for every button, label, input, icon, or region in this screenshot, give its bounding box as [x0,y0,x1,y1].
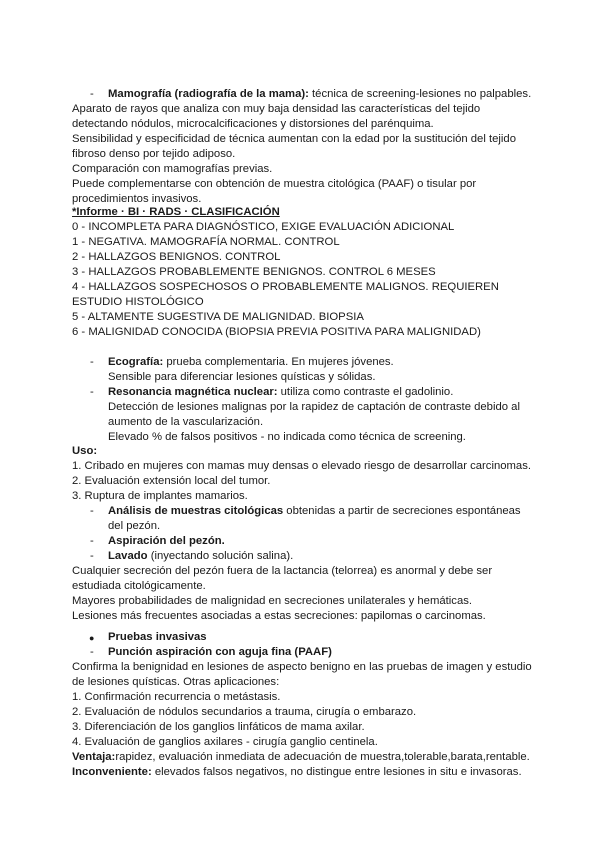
citologia-text-line: Mayores probabilidades de malignidad en secreciones unilaterales y hemáticas. [72,595,473,607]
ecografia-line [108,355,394,370]
bullet-dash: - [90,505,94,517]
invasivas-heading [108,630,207,645]
mamografia-text-line: Puede complementarse con obtención de muestra citológica (PAAF) o tisular por [72,178,477,190]
uso-item: 3. Ruptura de implantes mamarios. [72,490,248,502]
resonancia-term: Resonancia magnética nuclear: [108,386,278,398]
inconveniente-text: elevados falsos negativos, no distingue entre lesiones in situ e invasoras. [151,766,522,778]
paaf-text-line: 2. Evaluación de nódulos secundarios a trauma, cirugía o embarazo. [72,706,417,718]
paaf-text-line: Confirma la benignidad en lesiones de aspecto benigno en las pruebas de imagen y estudio [72,661,532,673]
mamografia-desc: técnica de screening-lesiones no palpables. [308,88,532,100]
citologia-text-line: Lesiones más frecuentes asociadas a estas secreciones: papilomas o carcinomas. [72,610,486,622]
resonancia-desc: utiliza como contraste el gadolinio. [277,386,454,398]
ecografia-desc: prueba complementaria. En mujeres jóvenes. [163,356,394,368]
birads-item: 0 - INCOMPLETA PARA DIAGNÓSTICO, EXIGE EVALUACIÓN ADICIONAL [72,221,455,233]
aspiracion-term: Aspiración del pezón. [108,535,225,547]
bullet-dash: - [90,646,94,658]
ecografia-term: Ecografía: [108,356,164,368]
paaf-title-text: Punción aspiración con aguja fina (PAAF) [108,646,332,658]
analisis-line [108,504,521,519]
uso-item: 1. Cribado en mujeres con mamas muy densas o elevado riesgo de desarrollar carcinomas. [72,460,532,472]
paaf-text-line: de lesiones quísticas. Otras aplicaciones: [72,676,280,688]
resonancia-line [108,385,453,400]
lavado-term: Lavado [108,550,148,562]
citologia-text-line: Cualquier secreción del pezón fuera de la lactancia (telorrea) es anormal y debe ser [72,565,493,577]
resonancia-text-line: Elevado % de falsos positivos - no indicada como técnica de screening. [108,431,466,443]
analisis-term: Análisis de muestras citológicas [108,505,284,517]
bullet-dash: - [90,386,94,398]
mamografia-text-line: Aparato de rayos que analiza con muy baja densidad las características del tejido [72,103,481,115]
lavado-line [108,549,293,564]
paaf-text-line: 4. Evaluación de ganglios axilares - cirugía ganglio centinela. [72,736,378,748]
invasivas-heading-text: Pruebas invasivas [108,631,207,643]
mamografia-text-line: fibroso denso por tejido adiposo. [72,148,236,160]
ecografia-line2: Sensible para diferenciar lesiones quísticas y sólidas. [108,371,376,383]
ventaja-text: rapidez, evaluación inmediata de adecuación de muestra,tolerable,barata,rentable. [115,751,530,763]
birads-item: 5 - ALTAMENTE SUGESTIVA DE MALIGNIDAD. BIOPSIA [72,311,364,323]
mamografia-line [108,87,531,102]
bullet-dash: - [90,535,94,547]
uso-heading-text: Uso: [72,445,98,457]
aspiracion-line [108,534,225,549]
birads-item: 6 - MALIGNIDAD CONOCIDA (BIOPSIA PREVIA POSITIVA PARA MALIGNIDAD) [72,326,481,338]
resonancia-text-line: aumento de la vascularización. [108,416,264,428]
bullet-dash: - [90,550,94,562]
mamografia-text-line: procedimientos invasivos. [72,193,202,205]
mamografia-text-line: detectando nódulos, microcalcificaciones y distorsiones del parénquima. [72,118,434,130]
uso-heading [72,444,97,459]
lavado-desc: (inyectando solución salina). [147,550,294,562]
bullet-dash: - [90,356,94,368]
mamografia-text-line: Sensibilidad y especificidad de técnica aumentan con la edad por la sustitución del tejido [72,133,516,145]
birads-item: 1 - NEGATIVA. MAMOGRAFÍA NORMAL. CONTROL [72,236,340,248]
birads-heading-text: *Informe · BI · RADS · CLASIFICACIÓN [72,206,280,218]
analisis-line2: del pezón. [108,520,161,532]
bullet-dot: ● [89,633,95,643]
bullet-dash: - [90,88,94,100]
mamografia-term: Mamografía (radiografía de la mama): [108,88,309,100]
analisis-desc: obtenidas a partir de secreciones espontáneas [283,505,521,517]
birads-item: 4 - HALLAZGOS SOSPECHOSOS O PROBABLEMENTE MALIGNOS. REQUIEREN [72,281,499,293]
birads-heading [72,205,280,220]
citologia-text-line: estudiada citológicamente. [72,580,206,592]
birads-item: ESTUDIO HISTOLÓGICO [72,296,204,308]
inconveniente-label: Inconveniente: [72,766,152,778]
birads-item: 3 - HALLAZGOS PROBABLEMENTE BENIGNOS. CONTROL 6 MESES [72,266,436,278]
paaf-title [108,645,332,660]
paaf-text-line: 3. Diferenciación de los ganglios linfáticos de mama axilar. [72,721,365,733]
birads-item: 2 - HALLAZGOS BENIGNOS. CONTROL [72,251,281,263]
mamografia-text-line: Comparación con mamografías previas. [72,163,273,175]
resonancia-text-line: Detección de lesiones malignas por la rapidez de captación de contraste debido al [108,401,520,413]
ventaja-label: Ventaja: [72,751,116,763]
inconveniente-line [72,765,522,780]
paaf-text-line: 1. Confirmación recurrencia o metástasis. [72,691,281,703]
ventaja-line [72,750,530,765]
uso-item: 2. Evaluación extensión local del tumor. [72,475,271,487]
